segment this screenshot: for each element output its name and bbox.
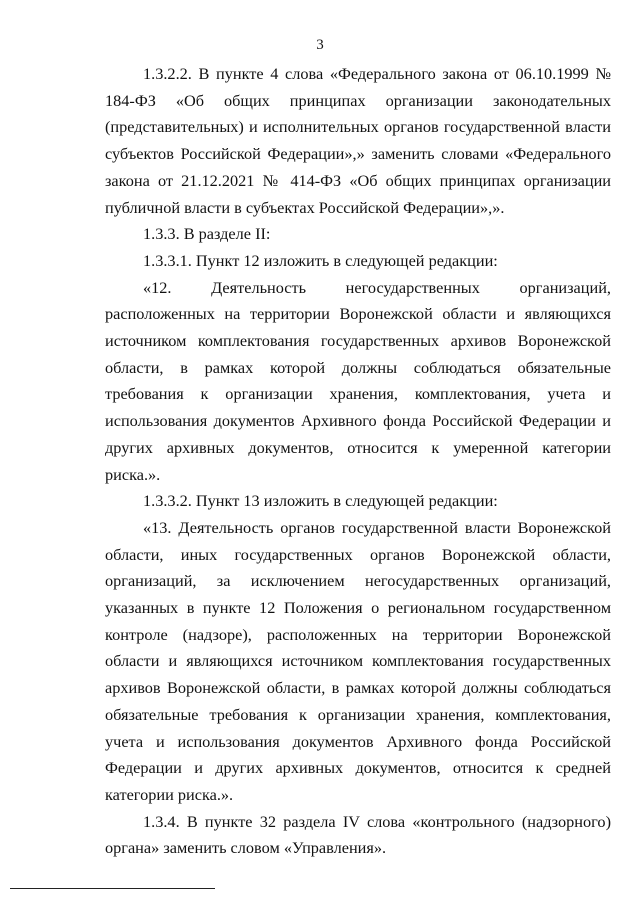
paragraph-point-13: «13. Деятельность органов государственной власти Воронежской области, иных государственных органов Воронежской области, организаций, за исключением негосударственных организаций, указанных в пункте 12 Положения о региональном государственном контроле (надзоре), расположенных на территории Воронежской области и являющихся источником комплектования государственных архивов Воронежской области, в рамках которой должны соблюдаться обязательные требования к организации хранения, комплектования, учета и использования документов Архивного фонда Российской Федерации и других архивных документов, относится к средней категории риска.». <box>105 517 611 804</box>
paragraph-1-3-2-2: 1.3.2.2. В пункте 4 слова «Федерального закона от 06.10.1999 № 184-ФЗ «Об общих принципах организации законодательных (представительных) и исполнительных органов государственной власти субъектов Российской Федерации»,» заменить словами «Федерального закона от 21.12.2021 № 414-ФЗ «Об общих принципах организации публичной власти в субъектах Российской Федерации»,». <box>105 64 611 217</box>
paragraph-1-3-4: 1.3.4. В пункте 32 раздела IV слова «контрольного (надзорного) органа» заменить словом «Управления». <box>105 811 611 858</box>
paragraph-point-12: «12. Деятельность негосударственных организаций, расположенных на территории Воронежской области и являющихся источником комплектования государственных архивов Воронежской области, в рамках которой должны соблюдаться обязательные требования к организации хранения, комплектования, учета и использования документов Архивного фонда Российской Федерации и других архивных документов, относится к умеренной категории риска.». <box>105 277 611 484</box>
paragraph-1-3-3: 1.3.3. В разделе II: <box>143 224 271 244</box>
page-number: 3 <box>316 37 324 53</box>
document-body <box>105 61 611 862</box>
paragraph-1-3-3-1: 1.3.3.1. Пункт 12 изложить в следующей редакции: <box>143 250 498 270</box>
footer-rule <box>10 888 215 889</box>
paragraph-1-3-3-2: 1.3.3.2. Пункт 13 изложить в следующей редакции: <box>143 491 498 511</box>
